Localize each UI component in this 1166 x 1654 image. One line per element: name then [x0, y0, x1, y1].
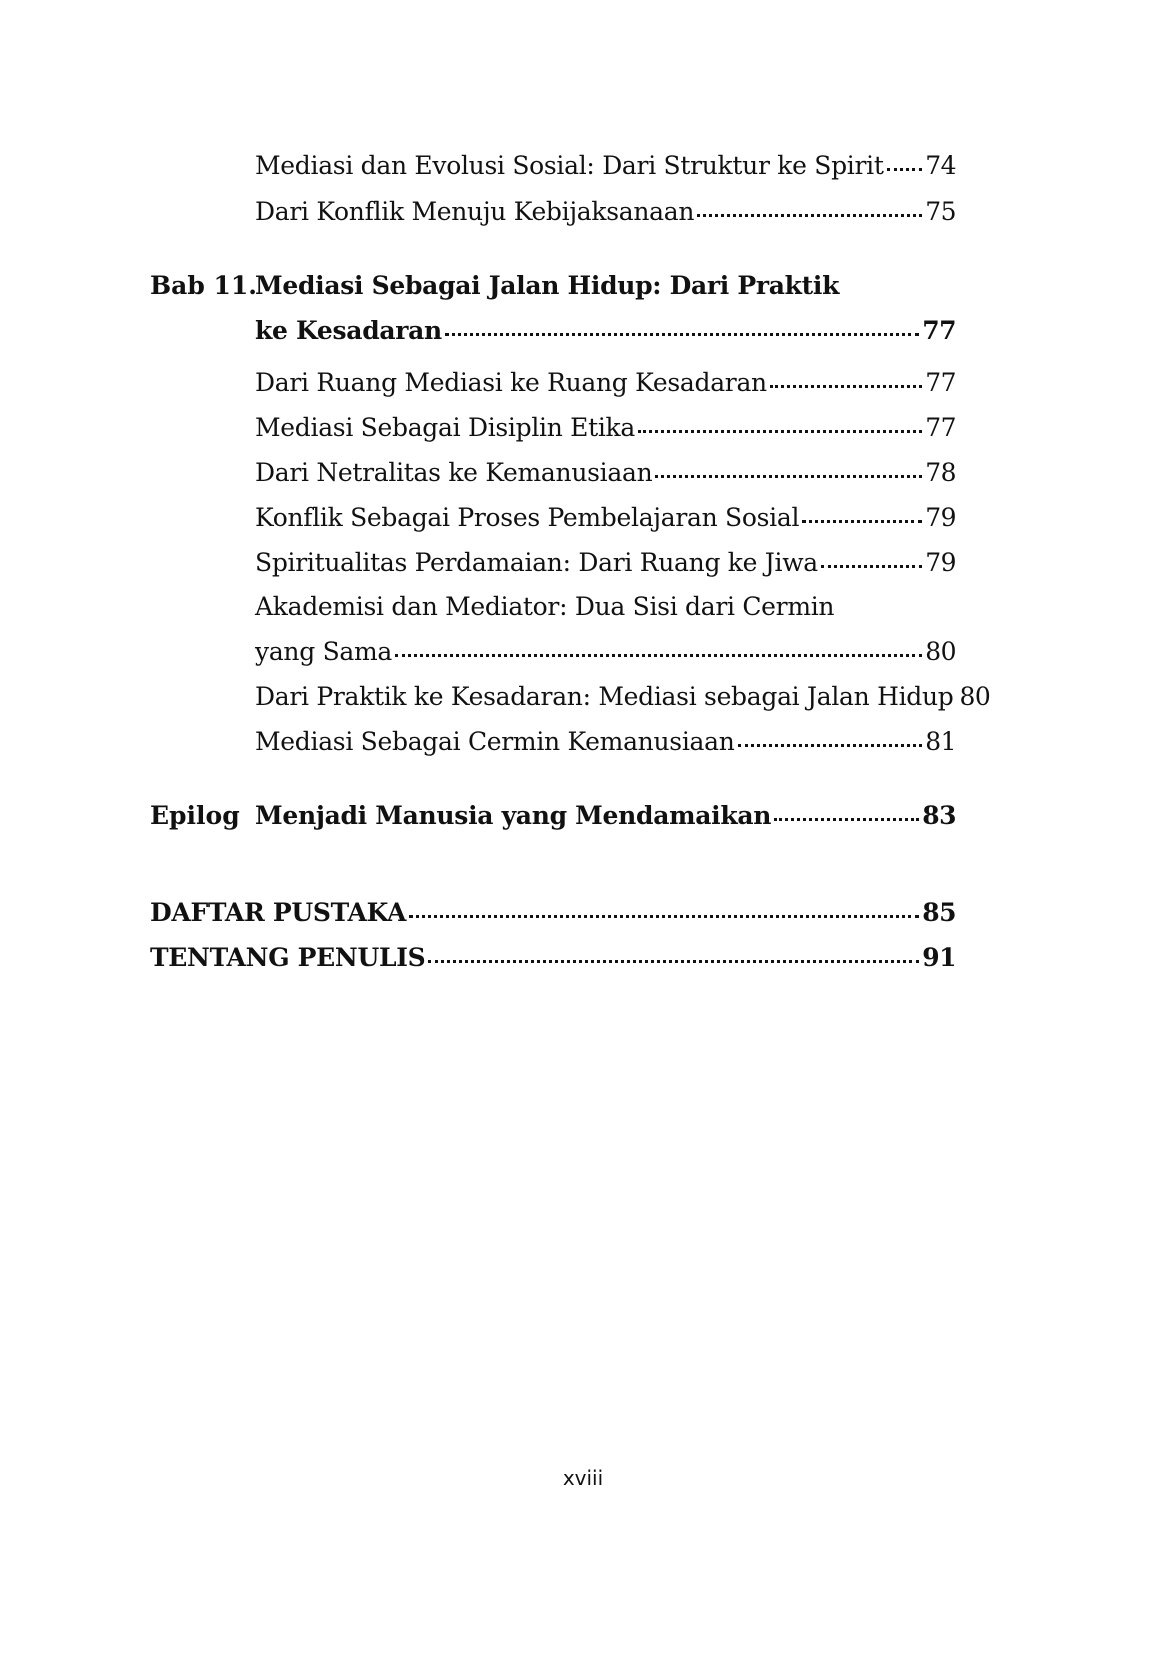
chapter-title-line2: ke Kesadaran: [255, 316, 442, 345]
dot-leader: [638, 430, 922, 433]
dot-leader: [655, 475, 922, 478]
chapter-page: 77: [922, 316, 956, 345]
toc-section-title-line2: yang Sama: [255, 637, 393, 666]
toc-section[interactable]: [150, 363, 956, 403]
dot-leader: [887, 168, 923, 171]
chapter-title-line1: Mediasi Sebagai Jalan Hidup: Dari Praktik: [255, 271, 840, 300]
toc-section-page: 77: [925, 413, 956, 442]
toc-section-title: Dari Praktik ke Kesadaran: Mediasi sebagai Jalan Hidup: [255, 682, 954, 711]
toc-section-page: 79: [925, 548, 956, 577]
toc-section-page: 78: [925, 458, 956, 487]
toc-section[interactable]: [150, 408, 956, 448]
toc-section[interactable]: [150, 587, 956, 627]
dot-leader: [738, 744, 923, 747]
toc-daftar-pustaka[interactable]: [150, 893, 956, 933]
toc-section-page: 80: [925, 637, 956, 666]
dot-leader: [802, 520, 922, 523]
chapter-11-heading-cont[interactable]: [150, 311, 956, 351]
toc-entry-page: 75: [925, 197, 956, 226]
toc-section-title: Mediasi Sebagai Cermin Kemanusiaan: [255, 727, 735, 756]
epilog-heading[interactable]: [150, 796, 956, 836]
dot-leader: [428, 960, 919, 963]
dot-leader: [445, 333, 919, 336]
epilog-title: Menjadi Manusia yang Mendamaikan: [255, 801, 772, 830]
toc-section-title-line1: Akademisi dan Mediator: Dua Sisi dari Cermin: [255, 592, 835, 621]
toc-section-title: Dari Ruang Mediasi ke Ruang Kesadaran: [255, 368, 767, 397]
toc-entry-title: Mediasi dan Evolusi Sosial: Dari Struktur ke Spirit: [255, 151, 884, 180]
dot-leader: [770, 385, 922, 388]
toc-section[interactable]: [150, 722, 956, 762]
toc-section-title: Dari Netralitas ke Kemanusiaan: [255, 458, 653, 487]
toc-entry[interactable]: [150, 146, 956, 186]
dot-leader: [409, 915, 919, 918]
page-number: xviii: [562, 1466, 604, 1490]
toc-section[interactable]: [150, 677, 991, 717]
toc-section-title: Konflik Sebagai Proses Pembelajaran Sosial: [255, 503, 800, 532]
toc-entry-title: Dari Konflik Menuju Kebijaksanaan: [255, 197, 695, 226]
toc-section-cont[interactable]: [150, 632, 956, 672]
toc-section[interactable]: [150, 498, 956, 538]
chapter-11-heading[interactable]: [150, 266, 956, 306]
epilog-label: Epilog: [150, 801, 240, 830]
toc-section-page: 77: [925, 368, 956, 397]
toc-tentang-penulis[interactable]: [150, 938, 956, 978]
dot-leader: [697, 214, 922, 217]
toc-section-page: 80: [959, 682, 991, 711]
back-matter-page: 91: [922, 943, 956, 972]
toc-entry-page: 74: [925, 151, 956, 180]
back-matter-title: DAFTAR PUSTAKA: [150, 898, 407, 927]
chapter-label: Bab 11.: [150, 271, 258, 300]
back-matter-page: 85: [922, 898, 956, 927]
back-matter-title: TENTANG PENULIS: [150, 943, 426, 972]
epilog-page: 83: [922, 801, 956, 830]
toc-section-page: 81: [925, 727, 956, 756]
dot-leader: [821, 565, 922, 568]
dot-leader: [395, 654, 922, 657]
toc-section-title: Mediasi Sebagai Disiplin Etika: [255, 413, 636, 442]
toc-section[interactable]: [150, 543, 956, 583]
dot-leader: [774, 818, 919, 821]
toc-entry[interactable]: [150, 192, 956, 232]
toc-section-page: 79: [925, 503, 956, 532]
toc-section-title: Spiritualitas Perdamaian: Dari Ruang ke Jiwa: [255, 548, 818, 577]
toc-section[interactable]: [150, 453, 956, 493]
